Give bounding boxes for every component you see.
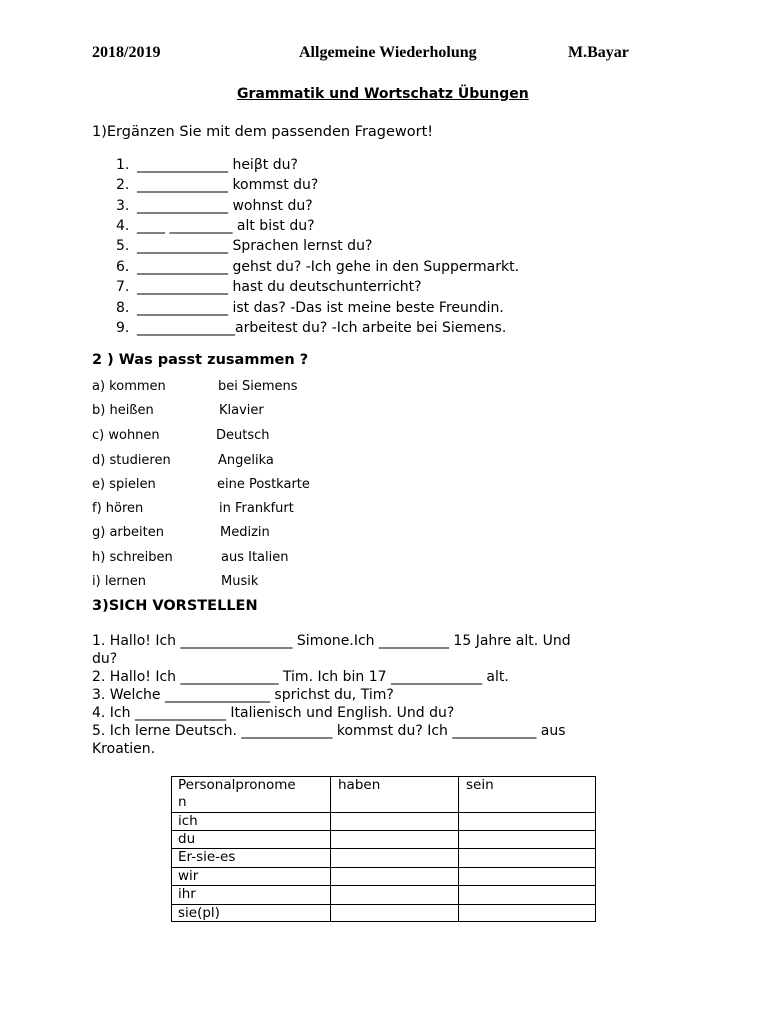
section1-heading: 1)Ergänzen Sie mit dem passenden Fragewort! — [92, 124, 434, 140]
table-row: Er-sie-es — [178, 849, 236, 865]
table-row: sie(pl) — [178, 905, 220, 921]
match-right: Klavier — [219, 403, 264, 418]
match-right: eine Postkarte — [217, 477, 310, 492]
exercise-line: du? — [92, 651, 118, 667]
section2-heading: 2 ) Was passt zusammen ? — [92, 352, 309, 368]
list-item-text: ____ _________ alt bist du? — [137, 218, 315, 234]
list-item: 2. — [116, 177, 130, 193]
worksheet-subtitle: Grammatik und Wortschatz Übungen — [237, 86, 529, 102]
match-left: b) heißen — [92, 403, 154, 418]
exercise-line: 5. Ich lerne Deutsch. _____________ kommst du? Ich ____________ aus — [92, 723, 566, 739]
list-item-text: _____________ kommst du? — [137, 177, 319, 193]
match-left: e) spielen — [92, 477, 156, 492]
match-left: h) schreiben — [92, 550, 173, 565]
list-item-text: _____________ heiβt du? — [137, 157, 298, 173]
match-left: a) kommen — [92, 379, 166, 394]
table-row: wir — [178, 868, 199, 884]
list-item: 4. — [116, 218, 130, 234]
list-item-text: _____________ hast du deutschunterricht? — [137, 279, 422, 295]
list-item-text: ______________arbeitest du? -Ich arbeite bei Siemens. — [137, 320, 507, 336]
list-item: 6. — [116, 259, 130, 275]
list-item: 8. — [116, 300, 130, 316]
document-title: Allgemeine Wiederholung — [299, 44, 477, 61]
exercise-line: 2. Hallo! Ich ______________ Tim. Ich bin 17 _____________ alt. — [92, 669, 509, 685]
table-row: ich — [178, 813, 198, 829]
match-left: c) wohnen — [92, 428, 160, 443]
list-item: 9. — [116, 320, 130, 336]
exercise-line: Kroatien. — [92, 741, 156, 757]
list-item: 1. — [116, 157, 130, 173]
list-item-text: _____________ Sprachen lernst du? — [137, 238, 373, 254]
match-left: i) lernen — [92, 574, 147, 589]
table-row: du — [178, 831, 196, 847]
header-personalpronomen-cont: n — [178, 794, 187, 810]
match-right: Medizin — [220, 525, 270, 540]
header-personalpronomen: Personalpronome — [178, 777, 296, 793]
match-right: Angelika — [218, 453, 274, 468]
list-item: 5. — [116, 238, 130, 254]
list-item: 7. — [116, 279, 130, 295]
match-right: Musik — [221, 574, 259, 589]
list-item: 3. — [116, 198, 130, 214]
table-row: ihr — [178, 886, 196, 902]
header-haben: haben — [338, 777, 381, 793]
list-item-text: _____________ wohnst du? — [137, 198, 313, 214]
exercise-line: 4. Ich _____________ Italienisch und English. Und du? — [92, 705, 455, 721]
match-right: bei Siemens — [218, 379, 298, 394]
section3-heading: 3)SICH VORSTELLEN — [92, 598, 258, 614]
exercise-line: 3. Welche _______________ sprichst du, Tim? — [92, 687, 394, 703]
list-item-text: _____________ ist das? -Das ist meine beste Freundin. — [137, 300, 504, 316]
match-right: Deutsch — [216, 428, 270, 443]
school-year: 2018/2019 — [92, 44, 161, 61]
match-right: in Frankfurt — [219, 501, 294, 516]
match-left: g) arbeiten — [92, 525, 164, 540]
conjugation-table — [171, 776, 596, 922]
author-name: M.Bayar — [568, 44, 629, 61]
list-item-text: _____________ gehst du? -Ich gehe in den Suppermarkt. — [137, 259, 520, 275]
match-left: d) studieren — [92, 453, 171, 468]
match-right: aus Italien — [221, 550, 289, 565]
match-left: f) hören — [92, 501, 144, 516]
exercise-line: 1. Hallo! Ich ________________ Simone.Ich __________ 15 Jahre alt. Und — [92, 633, 571, 649]
header-sein: sein — [466, 777, 494, 793]
